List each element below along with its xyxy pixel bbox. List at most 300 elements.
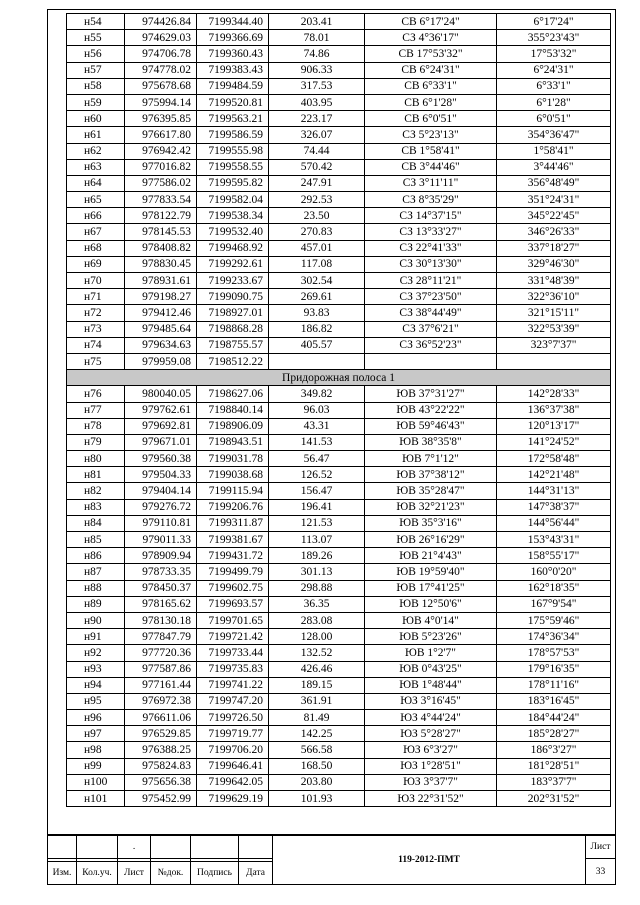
table-row [67,548,611,564]
bearing-cell: ЮВ 17°41'25" [365,580,497,596]
point-name-cell: н93 [67,661,125,677]
table-row [67,256,611,272]
table-row [67,677,611,693]
point-name-cell: н95 [67,693,125,709]
y-coordinate-cell: 7199311.87 [197,515,269,531]
distance-cell: 121.53 [269,515,365,531]
y-coordinate-cell: 7199595.82 [197,175,269,191]
x-coordinate-cell: 979959.08 [125,353,197,369]
x-coordinate-cell: 978122.79 [125,208,197,224]
table-row [67,321,611,337]
y-coordinate-cell: 7199031.78 [197,451,269,467]
x-coordinate-cell: 979404.14 [125,483,197,499]
point-name-cell: н55 [67,30,125,46]
distance-cell: 96.03 [269,402,365,418]
y-coordinate-cell: 7199499.79 [197,564,269,580]
bearing-cell: ЮЗ 22°31'52" [365,791,497,807]
stamp-cell [239,836,273,859]
direction-angle-cell: 1°58'41" [497,143,611,159]
x-coordinate-cell: 976617.80 [125,127,197,143]
table-row [67,78,611,94]
distance-cell: 128.00 [269,629,365,645]
y-coordinate-cell: 7199719.77 [197,726,269,742]
x-coordinate-cell: 979762.61 [125,402,197,418]
bearing-cell: ЮВ 19°59'40" [365,564,497,580]
table-row [67,94,611,110]
x-coordinate-cell: 978909.94 [125,548,197,564]
stamp-cell [77,836,118,859]
table-row [67,208,611,224]
x-coordinate-cell: 977161.44 [125,677,197,693]
table-row [67,515,611,531]
x-coordinate-cell: 978165.62 [125,596,197,612]
distance-cell: 403.95 [269,94,365,110]
direction-angle-cell: 147°38'37" [497,499,611,515]
direction-angle-cell: 142°21'48" [497,467,611,483]
bearing-cell: ЮВ 32°21'23" [365,499,497,515]
y-coordinate-cell: 7199706.20 [197,742,269,758]
y-coordinate-cell: 7198840.14 [197,402,269,418]
point-name-cell: н62 [67,143,125,159]
table-row [67,693,611,709]
bearing-cell: ЮВ 26°16'29" [365,532,497,548]
point-name-cell: н76 [67,386,125,402]
direction-angle-cell: 6°17'24" [497,14,611,30]
y-coordinate-cell: 7199642.05 [197,774,269,790]
y-coordinate-cell: 7199747.20 [197,693,269,709]
table-row [67,629,611,645]
distance-cell: 566.58 [269,742,365,758]
point-name-cell: н66 [67,208,125,224]
y-coordinate-cell: 7198627.06 [197,386,269,402]
x-coordinate-cell: 976611.06 [125,710,197,726]
y-coordinate-cell: 7199555.98 [197,143,269,159]
bearing-cell: ЮВ 1°48'44" [365,677,497,693]
direction-angle-cell: 142°28'33" [497,386,611,402]
bearing-cell: СЗ 3°11'11" [365,175,497,191]
point-name-cell: н65 [67,192,125,208]
direction-angle-cell: 322°36'10" [497,289,611,305]
bearing-cell: СЗ 8°35'29" [365,192,497,208]
distance-cell: 906.33 [269,62,365,78]
x-coordinate-cell: 974706.78 [125,46,197,62]
x-coordinate-cell: 979276.72 [125,499,197,515]
y-coordinate-cell: 7199582.04 [197,192,269,208]
table-row [67,596,611,612]
table-row [67,742,611,758]
x-coordinate-cell: 978130.18 [125,612,197,628]
bearing-cell: ЮВ 59°46'43" [365,418,497,434]
x-coordinate-cell: 979198.27 [125,289,197,305]
y-coordinate-cell: 7199381.67 [197,532,269,548]
y-coordinate-cell: 7199563.21 [197,111,269,127]
point-name-cell: н60 [67,111,125,127]
y-coordinate-cell: 7198906.09 [197,418,269,434]
point-name-cell: н75 [67,353,125,369]
distance-cell: 93.83 [269,305,365,321]
distance-cell: 117.08 [269,256,365,272]
direction-angle-cell: 174°36'34" [497,629,611,645]
bearing-cell: СЗ 37°23'50" [365,289,497,305]
x-coordinate-cell: 976529.85 [125,726,197,742]
point-name-cell: н72 [67,305,125,321]
point-name-cell: н90 [67,612,125,628]
x-coordinate-cell: 978931.61 [125,273,197,289]
table-row [67,532,611,548]
point-name-cell: н99 [67,758,125,774]
bearing-cell: СЗ 5°23'13" [365,127,497,143]
table-row [67,661,611,677]
y-coordinate-cell: 7198927.01 [197,305,269,321]
table-row [67,418,611,434]
x-coordinate-cell: 976395.85 [125,111,197,127]
table-row [67,159,611,175]
x-coordinate-cell: 979110.81 [125,515,197,531]
direction-angle-cell: 144°56'44" [497,515,611,531]
stamp-cell: . [118,836,151,859]
x-coordinate-cell: 976388.25 [125,742,197,758]
y-coordinate-cell: 7199520.81 [197,94,269,110]
direction-angle-cell: 167°9'54" [497,596,611,612]
x-coordinate-cell: 980040.05 [125,386,197,402]
coordinates-table [66,13,611,807]
point-name-cell: н88 [67,580,125,596]
x-coordinate-cell: 978408.82 [125,240,197,256]
direction-angle-cell: 345°22'45" [497,208,611,224]
direction-angle-cell: 178°57'53" [497,645,611,661]
table-row [67,386,611,402]
point-name-cell: н91 [67,629,125,645]
point-name-cell: н96 [67,710,125,726]
x-coordinate-cell: 977586.02 [125,175,197,191]
table-row [67,580,611,596]
stamp-cell [151,836,191,859]
point-name-cell: н80 [67,451,125,467]
point-name-cell: н67 [67,224,125,240]
direction-angle-cell: 141°24'52" [497,434,611,450]
distance-cell: 361.91 [269,693,365,709]
point-name-cell: н100 [67,774,125,790]
point-name-cell: н98 [67,742,125,758]
x-coordinate-cell: 978450.37 [125,580,197,596]
stamp-header-signature: Подпись [191,861,239,884]
distance-cell: 302.54 [269,273,365,289]
distance-cell: 189.26 [269,548,365,564]
y-coordinate-cell: 7199090.75 [197,289,269,305]
bearing-cell: ЮЗ 5°28'27" [365,726,497,742]
distance-cell: 349.82 [269,386,365,402]
x-coordinate-cell: 977720.36 [125,645,197,661]
distance-cell: 301.13 [269,564,365,580]
distance-cell: 189.15 [269,677,365,693]
point-name-cell: н85 [67,532,125,548]
point-name-cell: н73 [67,321,125,337]
point-name-cell: н97 [67,726,125,742]
bearing-cell: СЗ 14°37'15" [365,208,497,224]
distance-cell: 247.91 [269,175,365,191]
x-coordinate-cell: 975678.68 [125,78,197,94]
x-coordinate-cell: 979412.46 [125,305,197,321]
x-coordinate-cell: 978733.35 [125,564,197,580]
bearing-cell: ЮВ 5°23'26" [365,629,497,645]
table-row [67,337,611,353]
distance-cell: 78.01 [269,30,365,46]
direction-angle-cell: 153°43'31" [497,532,611,548]
distance-cell: 126.52 [269,467,365,483]
direction-angle-cell: 183°37'7" [497,774,611,790]
bearing-cell: ЮЗ 6°3'27" [365,742,497,758]
bearing-cell: ЮВ 12°50'6" [365,596,497,612]
stamp-header-doc: №док. [151,861,191,884]
x-coordinate-cell: 975656.38 [125,774,197,790]
direction-angle-cell: 356°48'49" [497,175,611,191]
x-coordinate-cell: 975994.14 [125,94,197,110]
bearing-cell [365,353,497,369]
bearing-cell: ЮВ 7°1'12" [365,451,497,467]
y-coordinate-cell: 7199115.94 [197,483,269,499]
distance-cell: 203.80 [269,774,365,790]
x-coordinate-cell: 977833.54 [125,192,197,208]
stamp-header-date: Дата [239,861,273,884]
bearing-cell: ЮВ 43°22'22" [365,402,497,418]
point-name-cell: н64 [67,175,125,191]
y-coordinate-cell: 7199726.50 [197,710,269,726]
bearing-cell: ЮВ 35°28'47" [365,483,497,499]
y-coordinate-cell: 7199206.76 [197,499,269,515]
y-coordinate-cell: 7199468.92 [197,240,269,256]
bearing-cell: СВ 6°24'31" [365,62,497,78]
x-coordinate-cell: 974426.84 [125,14,197,30]
table-row [67,791,611,807]
stamp-cell [191,836,239,859]
x-coordinate-cell: 974778.02 [125,62,197,78]
point-name-cell: н101 [67,791,125,807]
x-coordinate-cell: 978830.45 [125,256,197,272]
bearing-cell: ЮВ 21°4'43" [365,548,497,564]
direction-angle-cell: 136°37'38" [497,402,611,418]
point-name-cell: н83 [67,499,125,515]
y-coordinate-cell: 7198512.22 [197,353,269,369]
point-name-cell: н81 [67,467,125,483]
stamp-cell [48,836,77,859]
distance-cell: 317.53 [269,78,365,94]
bearing-cell: ЮВ 35°3'16" [365,515,497,531]
direction-angle-cell: 331°48'39" [497,273,611,289]
distance-cell: 74.44 [269,143,365,159]
bearing-cell: СВ 6°0'51" [365,111,497,127]
direction-angle-cell: 183°16'45" [497,693,611,709]
table-row [67,645,611,661]
point-name-cell: н78 [67,418,125,434]
y-coordinate-cell: 7199629.19 [197,791,269,807]
point-name-cell: н94 [67,677,125,693]
x-coordinate-cell: 979634.63 [125,337,197,353]
section-header-row [67,370,611,386]
point-name-cell: н87 [67,564,125,580]
distance-cell: 141.53 [269,434,365,450]
distance-cell: 101.93 [269,791,365,807]
stamp-header-list: Лист [118,861,151,884]
table-row [67,564,611,580]
x-coordinate-cell: 979692.81 [125,418,197,434]
direction-angle-cell: 179°16'35" [497,661,611,677]
bearing-cell: СЗ 13°33'27" [365,224,497,240]
direction-angle-cell: 160°0'20" [497,564,611,580]
direction-angle-cell: 6°24'31" [497,62,611,78]
bearing-cell: ЮВ 37°38'12" [365,467,497,483]
stamp-header-kol-uch: Кол.уч. [77,861,118,884]
bearing-cell: СВ 6°1'28" [365,94,497,110]
title-block [47,834,616,885]
y-coordinate-cell: 7198868.28 [197,321,269,337]
y-coordinate-cell: 7199733.44 [197,645,269,661]
distance-cell: 23.50 [269,208,365,224]
table-row [67,175,611,191]
point-name-cell: н54 [67,14,125,30]
x-coordinate-cell: 979560.38 [125,451,197,467]
bearing-cell: ЮВ 1°2'7" [365,645,497,661]
direction-angle-cell: 185°28'27" [497,726,611,742]
y-coordinate-cell: 7199360.43 [197,46,269,62]
y-coordinate-cell: 7198755.57 [197,337,269,353]
point-name-cell: н61 [67,127,125,143]
x-coordinate-cell: 979504.33 [125,467,197,483]
x-coordinate-cell: 979011.33 [125,532,197,548]
sheet-number: 33 [586,859,616,885]
y-coordinate-cell: 7199741.22 [197,677,269,693]
x-coordinate-cell: 974629.03 [125,30,197,46]
table-row [67,434,611,450]
direction-angle-cell [497,353,611,369]
point-name-cell: н74 [67,337,125,353]
point-name-cell: н56 [67,46,125,62]
table-row [67,289,611,305]
bearing-cell: ЮВ 38°35'8" [365,434,497,450]
direction-angle-cell: 329°46'30" [497,256,611,272]
direction-angle-cell: 172°58'48" [497,451,611,467]
direction-angle-cell: 175°59'46" [497,612,611,628]
table-row [67,483,611,499]
point-name-cell: н57 [67,62,125,78]
bearing-cell: СЗ 30°13'30" [365,256,497,272]
distance-cell: 113.07 [269,532,365,548]
distance-cell: 570.42 [269,159,365,175]
bearing-cell: СЗ 28°11'21" [365,273,497,289]
distance-cell: 426.46 [269,661,365,677]
table-row [67,240,611,256]
bearing-cell: СЗ 38°44'49" [365,305,497,321]
direction-angle-cell: 144°31'13" [497,483,611,499]
y-coordinate-cell: 7199701.65 [197,612,269,628]
section-title: Придорожная полоса 1 [67,370,611,386]
table-row [67,62,611,78]
bearing-cell: СЗ 36°52'23" [365,337,497,353]
distance-cell: 223.17 [269,111,365,127]
direction-angle-cell: 321°15'11" [497,305,611,321]
direction-angle-cell: 181°28'51" [497,758,611,774]
table-row [67,710,611,726]
x-coordinate-cell: 975824.83 [125,758,197,774]
x-coordinate-cell: 977016.82 [125,159,197,175]
distance-cell [269,353,365,369]
bearing-cell: ЮЗ 3°16'45" [365,693,497,709]
y-coordinate-cell: 7199366.69 [197,30,269,46]
bearing-cell: СЗ 22°41'33" [365,240,497,256]
x-coordinate-cell: 978145.53 [125,224,197,240]
distance-cell: 283.08 [269,612,365,628]
table-row [67,46,611,62]
point-name-cell: н89 [67,596,125,612]
point-name-cell: н71 [67,289,125,305]
direction-angle-cell: 6°0'51" [497,111,611,127]
document-code: 119-2012-ПМТ [273,836,586,885]
y-coordinate-cell: 7199721.42 [197,629,269,645]
distance-cell: 292.53 [269,192,365,208]
distance-cell: 142.25 [269,726,365,742]
x-coordinate-cell: 975452.99 [125,791,197,807]
table-row [67,402,611,418]
table-row [67,612,611,628]
direction-angle-cell: 186°3'27" [497,742,611,758]
direction-angle-cell: 17°53'32" [497,46,611,62]
y-coordinate-cell: 7199344.40 [197,14,269,30]
point-name-cell: н86 [67,548,125,564]
distance-cell: 186.82 [269,321,365,337]
table-row [67,305,611,321]
table-row [67,467,611,483]
distance-cell: 36.35 [269,596,365,612]
distance-cell: 132.52 [269,645,365,661]
distance-cell: 56.47 [269,451,365,467]
y-coordinate-cell: 7199292.61 [197,256,269,272]
bearing-cell: СВ 6°33'1" [365,78,497,94]
distance-cell: 203.41 [269,14,365,30]
stamp-header-izm: Изм. [48,861,77,884]
bearing-cell: СВ 6°17'24" [365,14,497,30]
distance-cell: 196.41 [269,499,365,515]
y-coordinate-cell: 7199735.83 [197,661,269,677]
x-coordinate-cell: 976942.42 [125,143,197,159]
point-name-cell: н68 [67,240,125,256]
direction-angle-cell: 202°31'52" [497,791,611,807]
direction-angle-cell: 354°36'47" [497,127,611,143]
table-row [67,111,611,127]
table-row [67,774,611,790]
y-coordinate-cell: 7199602.75 [197,580,269,596]
direction-angle-cell: 322°53'39" [497,321,611,337]
y-coordinate-cell: 7199693.57 [197,596,269,612]
bearing-cell: СЗ 4°36'17" [365,30,497,46]
table-row [67,14,611,30]
direction-angle-cell: 337°18'27" [497,240,611,256]
distance-cell: 156.47 [269,483,365,499]
y-coordinate-cell: 7198943.51 [197,434,269,450]
distance-cell: 457.01 [269,240,365,256]
table-row [67,127,611,143]
bearing-cell: СЗ 37°6'21" [365,321,497,337]
table-row [67,273,611,289]
direction-angle-cell: 158°55'17" [497,548,611,564]
bearing-cell: СВ 17°53'32" [365,46,497,62]
y-coordinate-cell: 7199038.68 [197,467,269,483]
y-coordinate-cell: 7199646.41 [197,758,269,774]
direction-angle-cell: 120°13'17" [497,418,611,434]
bearing-cell: ЮВ 4°0'14" [365,612,497,628]
distance-cell: 81.49 [269,710,365,726]
point-name-cell: н79 [67,434,125,450]
table-row [67,192,611,208]
sheet-label: Лист [586,836,616,859]
